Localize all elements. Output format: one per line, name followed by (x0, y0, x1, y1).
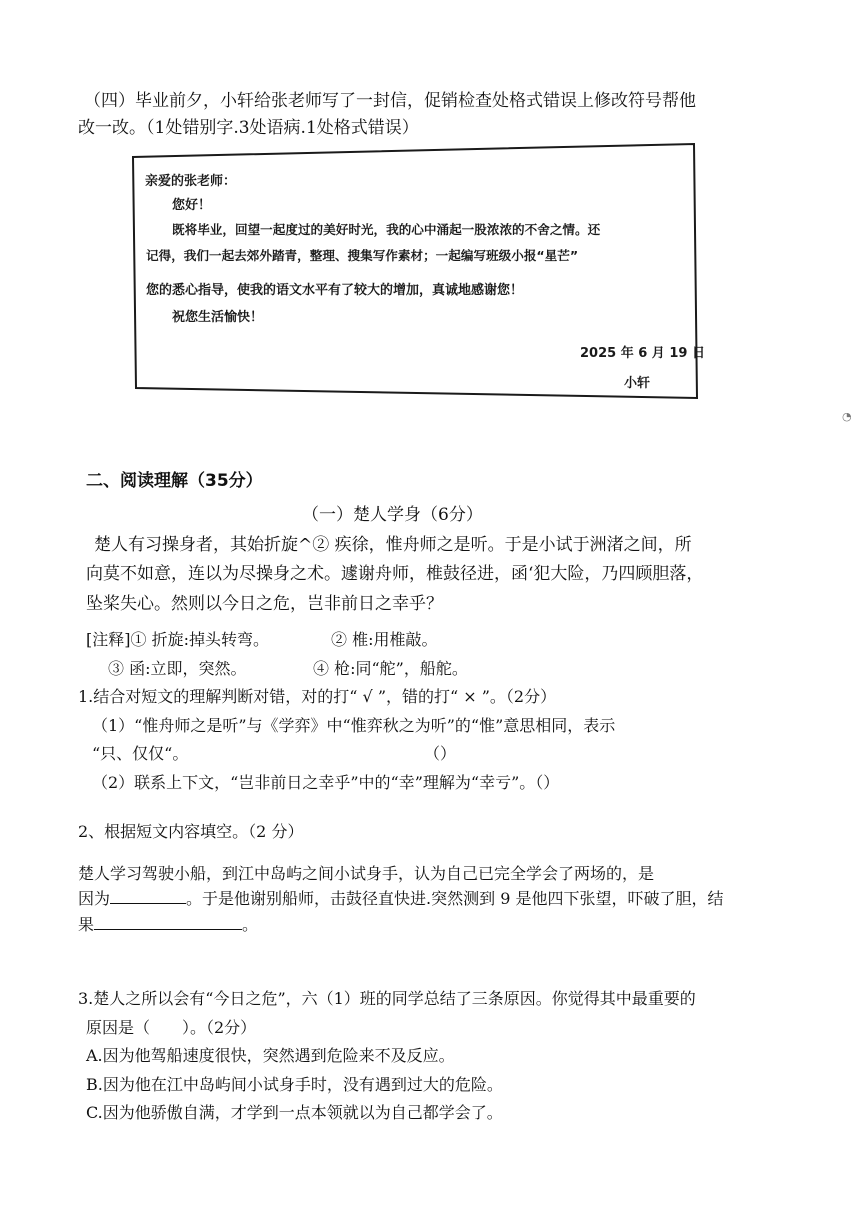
q2-stem: 2、根据短文内容填空。（2 分） (78, 822, 304, 841)
note-line1a: [注释]① 折旋:掉头转弯。 (86, 630, 269, 649)
q1-item1-line1: （1）“惟舟师之是听”与《学弈》中“惟弈秋之为听”的“惟”意思相同，表示 (92, 716, 616, 735)
letter-body-line1: 既将毕业，回望一起度过的美好时光，我的心中涌起一股浓浓的不舍之情。还 (172, 222, 601, 237)
q1-item2: （2）联系上下文，“岂非前日之幸乎”中的“幸”理解为“幸亏”。（） (92, 773, 560, 792)
letter-date: 2025 年 6 月 19 日 (580, 346, 705, 361)
q2-line1: 楚人学习驾驶小船，到江中岛屿之间小试身手，认为自己已完全学会了两场的，是 (78, 864, 655, 883)
passage-title: （一）楚人学身（6分） (302, 505, 483, 525)
letter-closing: 祝您生活愉快！ (172, 310, 264, 325)
note-line2a: ③ 函:立即，突然。 (108, 659, 247, 678)
q1-item1-answer-paren: （） (424, 744, 457, 763)
scan-mark-icon: ◔ (842, 410, 852, 423)
q3-stem-line2: 原因是（ ）。（2分） (86, 1018, 257, 1037)
q2-line2 (78, 886, 723, 909)
passage-line2: 向莫不如意，连以为尽操身之术。遽谢舟师，椎鼓径进，函‘犯大险，乃四顾胆落， (86, 564, 704, 584)
q2-blank-1[interactable] (110, 902, 186, 904)
q3-stem-line1: 3.楚人之所以会有“今日之危”，六（1）班的同学总结了三条原因。你觉得其中最重要的 (78, 989, 696, 1008)
q3-option-a: A.因为他驾船速度很快，突然遇到危险来不及反应。 (86, 1046, 455, 1065)
note-line2b: ④ 枪:同“舵”，船舵。 (313, 659, 468, 678)
letter-greeting: 您好！ (172, 198, 212, 213)
q2-line2-start: 因为 (78, 889, 111, 908)
letter-frame (0, 0, 860, 420)
q3-option-c: C.因为他骄傲自满，才学到一点本领就以为自己都学会了。 (86, 1103, 503, 1122)
q2-line3-end: 。 (242, 915, 259, 934)
note-line1b: ② 椎:用椎敲。 (331, 630, 438, 649)
q2-line2-rest: 。于是他谢别船师，击鼓径直快进.突然测到 9 是他四下张望，吓破了胆，结 (186, 889, 724, 908)
q2-line3 (78, 912, 258, 935)
letter-signature: 小轩 (624, 376, 651, 391)
part4-line1: （四）毕业前夕，小轩给张老师写了一封信，促销检查处格式错误上修改符号帮他 (84, 91, 696, 111)
letter-body-line3: 您的悉心指导，使我的语文水平有了较大的增加，真诚地感谢您！ (146, 283, 524, 298)
passage-line1: 楚人有习操身者，其始折旋^② 疾徐，惟舟师之是听。于是小试于洲渚之间，所 (94, 535, 692, 555)
section2-heading: 二、阅读理解（35分） (86, 471, 263, 491)
q2-line3-start: 果 (78, 915, 95, 934)
q1-stem: 1.结合对短文的理解判断对错，对的打“ √ ”，错的打“ × ”。（2分） (78, 687, 557, 706)
letter-body-line2: 记得，我们一起去郊外踏青，整理、搜集写作素材；一起编写班级小报“星芒” (146, 248, 579, 263)
q1-item1-line2: “只、仅仅“。 (92, 744, 189, 763)
part4-line2: 改一改。（1处错别字.3处语病.1处格式错误） (78, 118, 419, 138)
q2-blank-2[interactable] (94, 928, 242, 930)
q3-option-b: B.因为他在江中岛屿间小试身手时，没有遇到过大的危险。 (86, 1075, 503, 1094)
letter-salutation: 亲爱的张老师： (145, 174, 237, 189)
passage-line3: 坠桨失心。然则以今日之危，岂非前日之幸乎？ (86, 594, 443, 614)
